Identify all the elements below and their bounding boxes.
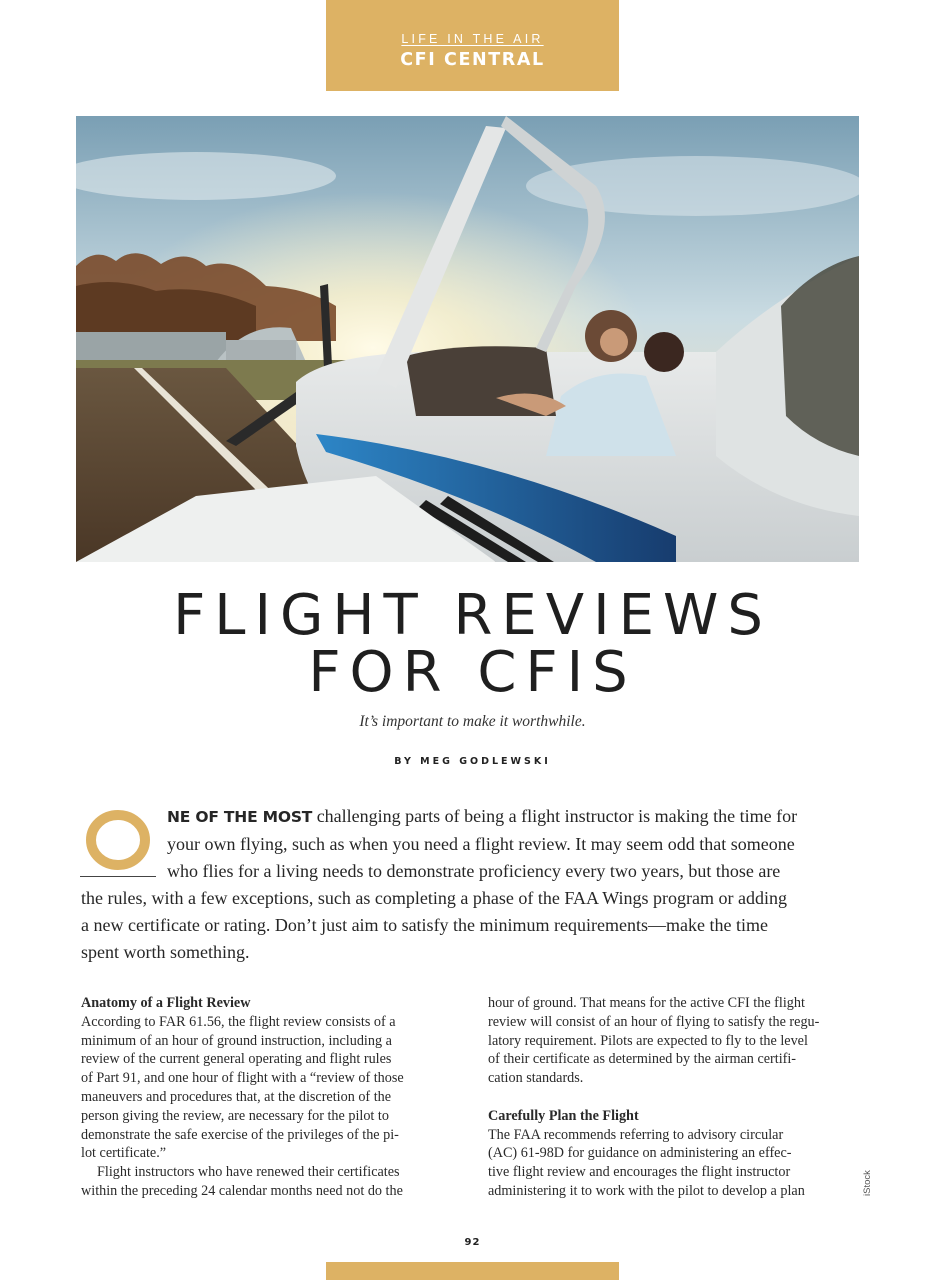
section-kicker: LIFE IN THE AIR — [401, 32, 544, 46]
section-heading: Carefully Plan the Flight — [488, 1107, 639, 1124]
body-line: administering it to work with the pilot to develop a plan — [488, 1182, 805, 1199]
lead-line: spent worth something. — [81, 942, 250, 962]
paragraph-gap — [488, 1088, 860, 1107]
body-line: of Part 91, and one hour of flight with a “review of those — [81, 1070, 404, 1087]
body-line: Flight instructors who have renewed their certificates — [97, 1164, 400, 1181]
lead-line: your own flying, such as when you need a flight review. It may seem odd that someone — [167, 834, 795, 854]
body-line: maneuvers and procedures that, at the discretion of the — [81, 1088, 392, 1105]
lead-bold-opener: NE OF THE MOST — [167, 808, 313, 826]
body-line: The FAA recommends referring to advisory circular — [488, 1126, 784, 1143]
body-line: tive flight review and encourages the flight instructor — [488, 1164, 791, 1181]
section-header — [326, 0, 619, 91]
lead-line: the rules, with a few exceptions, such as completing a phase of the FAA Wings program or adding — [81, 888, 787, 908]
lead-line: who flies for a living needs to demonstrate proficiency every two years, but those are — [167, 861, 781, 881]
body-line: review of the current general operating and flight rules — [81, 1051, 392, 1068]
photo-credit: iStock — [862, 1170, 873, 1196]
body-line: within the preceding 24 calendar months need not do the — [81, 1182, 403, 1199]
body-line: (AC) 61-98D for guidance on administering an effec- — [488, 1145, 792, 1162]
section-title: CFI CENTRAL — [400, 50, 545, 70]
body-line: lot certificate.” — [81, 1145, 167, 1162]
body-column-left — [81, 994, 453, 1201]
hero-photo — [76, 116, 859, 562]
article-byline: BY MEG GODLEWSKI — [394, 756, 551, 767]
lead-text: challenging parts of being a flight instructor is making the time for — [312, 806, 798, 826]
lead-paragraph — [81, 803, 859, 966]
footer-band — [326, 1262, 619, 1280]
body-line: According to FAR 61.56, the flight review consists of a — [81, 1013, 396, 1030]
body-line: latory requirement. Pilots are expected to fly to the level — [488, 1032, 808, 1049]
body-column-right — [488, 994, 860, 1201]
lead-line: a new certificate or rating. Don’t just aim to satisfy the minimum requirements—make the time — [81, 915, 768, 935]
body-line: cation standards. — [488, 1070, 584, 1087]
body-line: demonstrate the safe exercise of the privileges of the pi- — [81, 1126, 399, 1143]
hero-photo-illustration — [76, 116, 859, 562]
page-number: 92 — [464, 1237, 481, 1248]
article-title-line-2: FOR CFIS — [308, 640, 637, 705]
article-subtitle: It’s important to make it worthwhile. — [359, 713, 586, 730]
section-heading: Anatomy of a Flight Review — [81, 995, 251, 1011]
body-line: minimum of an hour of ground instruction, including a — [81, 1032, 392, 1049]
lead-line — [81, 803, 859, 831]
body-line: of their certificate as determined by the airman certifi- — [488, 1051, 797, 1068]
body-line: hour of ground. That means for the active CFI the flight — [488, 995, 805, 1011]
article-title-line-1: FLIGHT REVIEWS — [173, 583, 772, 648]
body-line: person giving the review, are necessary for the pilot to — [81, 1107, 389, 1124]
body-line: review will consist of an hour of flying to satisfy the regu- — [488, 1013, 820, 1030]
